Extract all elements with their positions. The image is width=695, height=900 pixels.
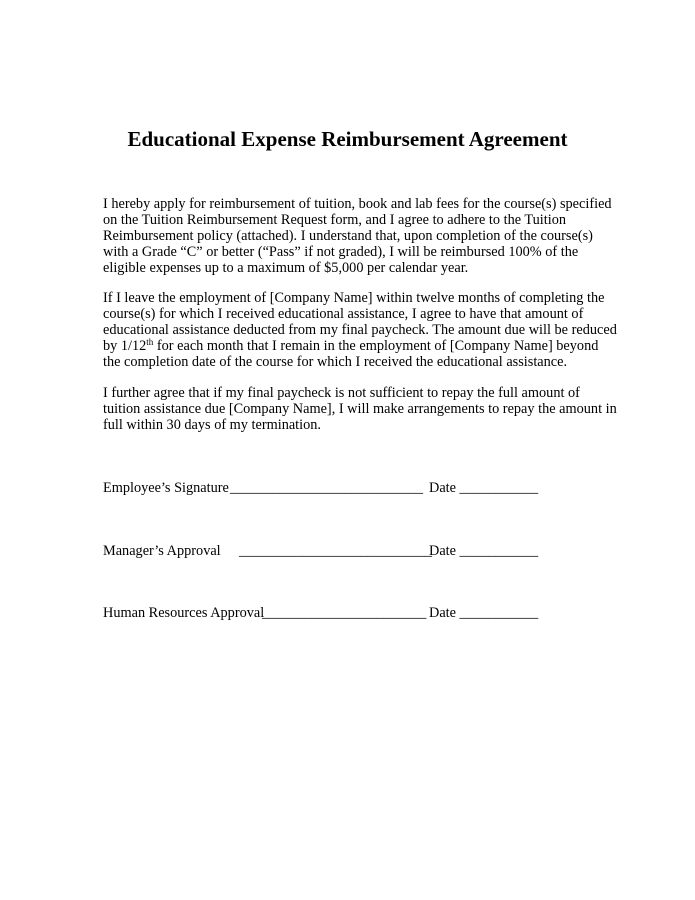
paragraph-line: the completion date of the course for which I received the educational assistance. bbox=[103, 354, 568, 370]
paragraph-line: on the Tuition Reimbursement Request form, and I agree to adhere to the Tuition bbox=[103, 212, 567, 228]
hr-signature-line[interactable]: _______________________ bbox=[262, 605, 427, 621]
paragraph-line bbox=[103, 338, 603, 354]
paragraph-reimbursement-terms bbox=[103, 196, 612, 276]
employee-signature-label: Employee’s Signature bbox=[103, 480, 229, 496]
paragraph-line: with a Grade “C” or better (“Pass” if not graded), I will be reimbursed 100% of the bbox=[103, 244, 579, 260]
document-title: Educational Expense Reimbursement Agreement bbox=[127, 127, 568, 151]
fraction-text: by 1/12 bbox=[103, 338, 147, 354]
paragraph-employment-terms bbox=[103, 290, 617, 370]
paragraph-line: I further agree that if my final paycheck is not sufficient to repay the full amount of bbox=[103, 385, 580, 401]
manager-date-field[interactable]: Date ___________ bbox=[429, 543, 539, 559]
hr-date-field[interactable]: Date ___________ bbox=[429, 605, 539, 621]
paragraph-repayment-terms bbox=[103, 385, 617, 433]
ordinal-superscript: th bbox=[146, 337, 154, 347]
paragraph-line: educational assistance deducted from my final paycheck. The amount due will be reduced bbox=[103, 322, 617, 338]
paragraph-line: Reimbursement policy (attached). I understand that, upon completion of the course(s) bbox=[103, 228, 593, 244]
paragraph-line: course(s) for which I received educational assistance, I agree to have that amount of bbox=[103, 306, 584, 322]
employee-signature-line[interactable]: ___________________________ bbox=[230, 480, 424, 496]
hr-approval-label: Human Resources Approval bbox=[103, 605, 265, 621]
employee-date-field[interactable]: Date ___________ bbox=[429, 480, 539, 496]
paragraph-line: tuition assistance due [Company Name], I will make arrangements to repay the amount in bbox=[103, 401, 617, 417]
paragraph-line: I hereby apply for reimbursement of tuition, book and lab fees for the course(s) specified bbox=[103, 196, 612, 212]
manager-approval-label: Manager’s Approval bbox=[103, 543, 221, 559]
manager-signature-line[interactable]: ___________________________ bbox=[239, 543, 433, 559]
paragraph-line-rest: for each month that I remain in the employment of [Company Name] beyond bbox=[153, 338, 599, 354]
paragraph-line: full within 30 days of my termination. bbox=[103, 417, 321, 433]
paragraph-line: eligible expenses up to a maximum of $5,000 per calendar year. bbox=[103, 260, 469, 276]
paragraph-line: If I leave the employment of [Company Name] within twelve months of completing the bbox=[103, 290, 605, 306]
